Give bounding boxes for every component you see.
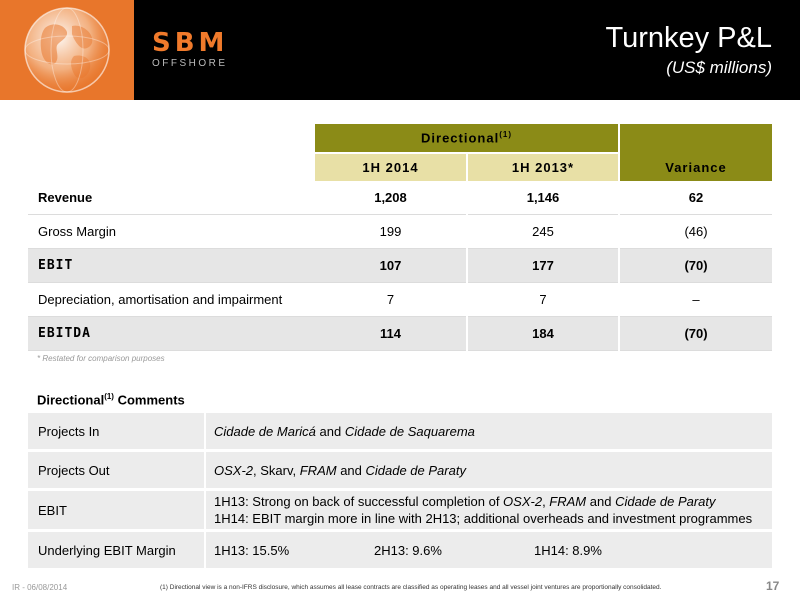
comment-label: EBIT (28, 490, 205, 531)
cell-1h2013: 7 (467, 283, 619, 317)
ebit-comment-line1: 1H13: Strong on back of successful completion of OSX-2, FRAM and Cidade de Paraty (214, 494, 716, 509)
cell-variance: (46) (619, 215, 772, 249)
globe-panel (0, 0, 134, 100)
col-header-1h2013: 1H 2013* (467, 153, 619, 181)
cell-1h2014: 114 (315, 317, 467, 351)
row-label: EBITDA (28, 317, 315, 351)
margin-1h14: 1H14: 8.9% (534, 542, 602, 558)
company-logo (152, 30, 228, 69)
directional-header: Directional$^{(1)}$ (315, 124, 619, 153)
comment-value: OSX-2, Skarv, FRAM and Cidade de Paraty (205, 451, 772, 490)
header-bar (0, 0, 800, 100)
table-corner (28, 124, 315, 181)
cell-variance: (70) (619, 317, 772, 351)
logo-mark: SBM (152, 28, 229, 58)
cell-variance: 62 (619, 181, 772, 215)
col-header-1h2014: 1H 2014 (315, 153, 467, 181)
row-label: Gross Margin (28, 215, 315, 249)
pl-table (28, 124, 772, 351)
variance-header: Variance (619, 124, 772, 181)
table-row-ebitda (28, 317, 772, 351)
slide-title: Turnkey P&L (605, 22, 772, 54)
cell-1h2014: 1,208 (315, 181, 467, 215)
table-row-depreciation (28, 283, 772, 317)
cell-1h2013: 245 (467, 215, 619, 249)
cell-1h2013: 177 (467, 249, 619, 283)
cell-1h2014: 199 (315, 215, 467, 249)
cell-1h2013: 1,146 (467, 181, 619, 215)
row-label: EBIT (28, 249, 315, 283)
footer-date: IR - 06/08/2014 (12, 583, 68, 592)
margin-2h13: 2H13: 9.6% (374, 542, 442, 558)
row-label: Revenue (28, 181, 315, 215)
comment-value: Cidade de Maricá and Cidade de Saquarema (205, 413, 772, 451)
cell-variance: – (619, 283, 772, 317)
table-row-revenue (28, 181, 772, 215)
comments-table (28, 413, 772, 571)
footer-disclosure: (1) Directional view is a non-IFRS disclosure, which assumes all lease contracts are classified as operating leases and all vessel joint ventures are proportionally consolidated. (160, 584, 662, 591)
table-row-gross-margin (28, 215, 772, 249)
restated-footnote: * Restated for comparison purposes (37, 354, 165, 363)
comment-row-projects-in (28, 413, 772, 451)
comment-label: Underlying EBIT Margin (28, 531, 205, 570)
cell-1h2014: 7 (315, 283, 467, 317)
cell-1h2014: 107 (315, 249, 467, 283)
margin-1h13: 1H13: 15.5% (214, 542, 290, 558)
globe-icon (0, 0, 134, 100)
comment-row-projects-out (28, 451, 772, 490)
slide-subtitle: (US$ millions) (666, 58, 772, 77)
comment-label: Projects In (28, 413, 205, 451)
table-row-ebit (28, 249, 772, 283)
ebit-comment-line2: 1H14: EBIT margin more in line with 2H13; additional overheads and investment programmes (214, 511, 753, 526)
page-number: 17 (766, 579, 780, 593)
cell-variance: (70) (619, 249, 772, 283)
comments-title: Directional$^{(1)}$ Comments (37, 392, 185, 408)
comment-value (205, 490, 772, 531)
cell-1h2013: 184 (467, 317, 619, 351)
comment-row-ebit (28, 490, 772, 531)
comment-label: Projects Out (28, 451, 205, 490)
row-label: Depreciation, amortisation and impairment (28, 283, 315, 317)
comment-value (205, 531, 772, 570)
logo-subtext: OFFSHORE (152, 58, 228, 69)
comment-row-underlying-ebit-margin (28, 531, 772, 570)
